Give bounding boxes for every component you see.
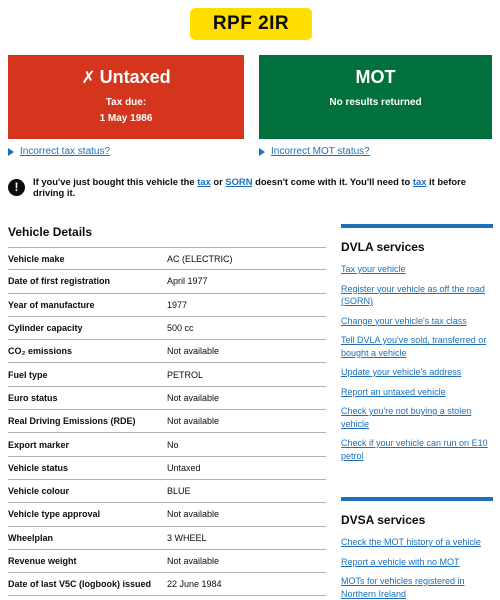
- dvla-link-item: [341, 386, 493, 399]
- detail-key: Export marker: [8, 439, 70, 450]
- tax-status-panel: [8, 55, 244, 139]
- vehicle-details-table: [8, 247, 326, 596]
- dvla-service-link[interactable]: Tell DVLA you've sold, transferred or bought a vehicle: [341, 335, 487, 358]
- tax-link[interactable]: tax: [197, 176, 211, 187]
- detail-key: Fuel type: [8, 369, 48, 380]
- detail-row: [8, 433, 326, 456]
- detail-value: Not available: [167, 556, 220, 566]
- tax-status-title: [8, 67, 244, 88]
- detail-key: Wheelplan: [8, 532, 54, 543]
- dvla-link-item: [341, 315, 493, 328]
- detail-value: 1977: [167, 299, 188, 310]
- mot-status-sub: No results returned: [329, 97, 422, 108]
- detail-key: Vehicle make: [8, 253, 65, 264]
- detail-row: [8, 527, 326, 550]
- detail-key: Vehicle colour: [8, 486, 70, 497]
- detail-value: Untaxed: [167, 462, 201, 473]
- dvla-service-link[interactable]: Change your vehicle's tax class: [341, 315, 467, 326]
- dvla-service-link[interactable]: Check you're not buying a stolen vehicle: [341, 406, 472, 429]
- dvsa-link-item: [341, 536, 493, 549]
- warning-text-part: doesn't come with it. You'll need to: [252, 176, 413, 187]
- dvsa-link-item: [341, 575, 493, 600]
- detail-value: 22 June 1984: [167, 579, 222, 590]
- detail-row: [8, 573, 326, 596]
- warning-text-part: it before driving it.: [33, 176, 467, 198]
- dvla-service-link[interactable]: Register your vehicle as off the road (SORN): [341, 283, 485, 306]
- tax-due: [8, 95, 244, 127]
- warning-text-part: If you've just bought this vehicle the: [33, 176, 198, 187]
- dvla-link-item: [341, 437, 493, 462]
- incorrect-mot-toggle[interactable]: [259, 146, 370, 157]
- exclamation-icon: !: [8, 179, 25, 196]
- dvla-service-link[interactable]: Report an untaxed vehicle: [341, 386, 446, 397]
- detail-row: [8, 503, 326, 526]
- detail-key: Real Driving Emissions (RDE): [8, 416, 136, 427]
- dvsa-link-item: [341, 556, 493, 569]
- dvsa-divider: [341, 497, 493, 501]
- triangle-right-icon: [8, 148, 14, 156]
- dvsa-service-link[interactable]: Check the MOT history of a vehicle: [341, 537, 481, 547]
- dvla-link-item: [341, 405, 493, 430]
- detail-row: [8, 410, 326, 433]
- tax-due-date: 1 May 1986: [99, 113, 153, 124]
- detail-key: Vehicle status: [8, 462, 69, 473]
- dvla-services: [341, 224, 493, 469]
- tax-link[interactable]: tax: [412, 176, 427, 187]
- detail-key: CO₂ emissions: [8, 346, 73, 357]
- detail-key: Year of manufacture: [8, 299, 95, 310]
- detail-key: Cylinder capacity: [8, 323, 83, 334]
- detail-row: [8, 387, 326, 410]
- detail-value: PETROL: [167, 369, 204, 380]
- detail-value: 500 cc: [167, 323, 194, 334]
- dvla-services-title: DVLA services: [341, 240, 425, 254]
- detail-row: [8, 480, 326, 503]
- dvsa-service-link[interactable]: Report a vehicle with no MOT: [341, 556, 460, 567]
- warning-notice: [8, 176, 496, 198]
- warning-text: [33, 176, 496, 198]
- triangle-right-icon: [259, 148, 265, 156]
- detail-key: Revenue weight: [8, 556, 77, 566]
- detail-key: Euro status: [8, 392, 58, 403]
- detail-value: No: [167, 439, 179, 450]
- detail-value: Not available: [167, 416, 220, 427]
- detail-row: [8, 550, 326, 573]
- tax-status-label: Untaxed: [99, 67, 171, 87]
- detail-value: Not available: [167, 392, 220, 403]
- incorrect-mot-link[interactable]: Incorrect MOT status?: [271, 146, 370, 157]
- detail-row: [8, 270, 326, 293]
- dvla-link-item: [341, 263, 493, 276]
- detail-row: [8, 457, 326, 480]
- incorrect-tax-toggle[interactable]: [8, 146, 110, 157]
- dvla-divider: [341, 224, 493, 228]
- detail-value: BLUE: [167, 486, 191, 497]
- detail-row: [8, 363, 326, 386]
- detail-value: AC (ELECTRIC): [167, 253, 233, 264]
- incorrect-tax-link[interactable]: Incorrect tax status?: [20, 146, 111, 157]
- detail-value: 3 WHEEL: [167, 532, 207, 543]
- dvsa-service-link[interactable]: MOTs for vehicles registered in Northern Ireland: [341, 576, 465, 599]
- vehicle-details-title: Vehicle Details: [8, 225, 93, 239]
- number-plate: RPF 2IR: [190, 8, 312, 40]
- detail-row: [8, 294, 326, 317]
- mot-status-panel: [259, 55, 492, 139]
- detail-key: Date of last V5C (logbook) issued: [8, 579, 152, 590]
- dvsa-links: [341, 536, 493, 600]
- dvla-link-item: [341, 334, 493, 359]
- dvla-service-link[interactable]: Check if your vehicle can run on E10 petrol: [341, 438, 488, 461]
- detail-row: [8, 340, 326, 363]
- detail-row: [8, 247, 326, 270]
- dvla-links: [341, 263, 493, 462]
- dvsa-services-title: DVSA services: [341, 513, 426, 527]
- dvla-service-link[interactable]: Update your vehicle's address: [341, 367, 462, 377]
- detail-key: Vehicle type approval: [8, 509, 101, 520]
- warning-text-part: or: [210, 176, 226, 187]
- detail-value: April 1977: [167, 276, 208, 287]
- vehicle-details: [8, 222, 326, 596]
- cross-icon: ✗: [81, 67, 96, 87]
- dvla-service-link[interactable]: Tax your vehicle: [341, 264, 406, 274]
- mot-status-title: MOT: [355, 67, 396, 87]
- detail-key: Date of first registration: [8, 276, 111, 287]
- detail-value: Not available: [167, 346, 220, 357]
- dvla-link-item: [341, 366, 493, 379]
- detail-value: Not available: [167, 509, 220, 520]
- detail-row: [8, 317, 326, 340]
- tax-due-label: Tax due:: [105, 97, 147, 108]
- sorn-link[interactable]: SORN: [225, 176, 253, 187]
- dvsa-services: [341, 497, 493, 600]
- dvla-link-item: [341, 283, 493, 308]
